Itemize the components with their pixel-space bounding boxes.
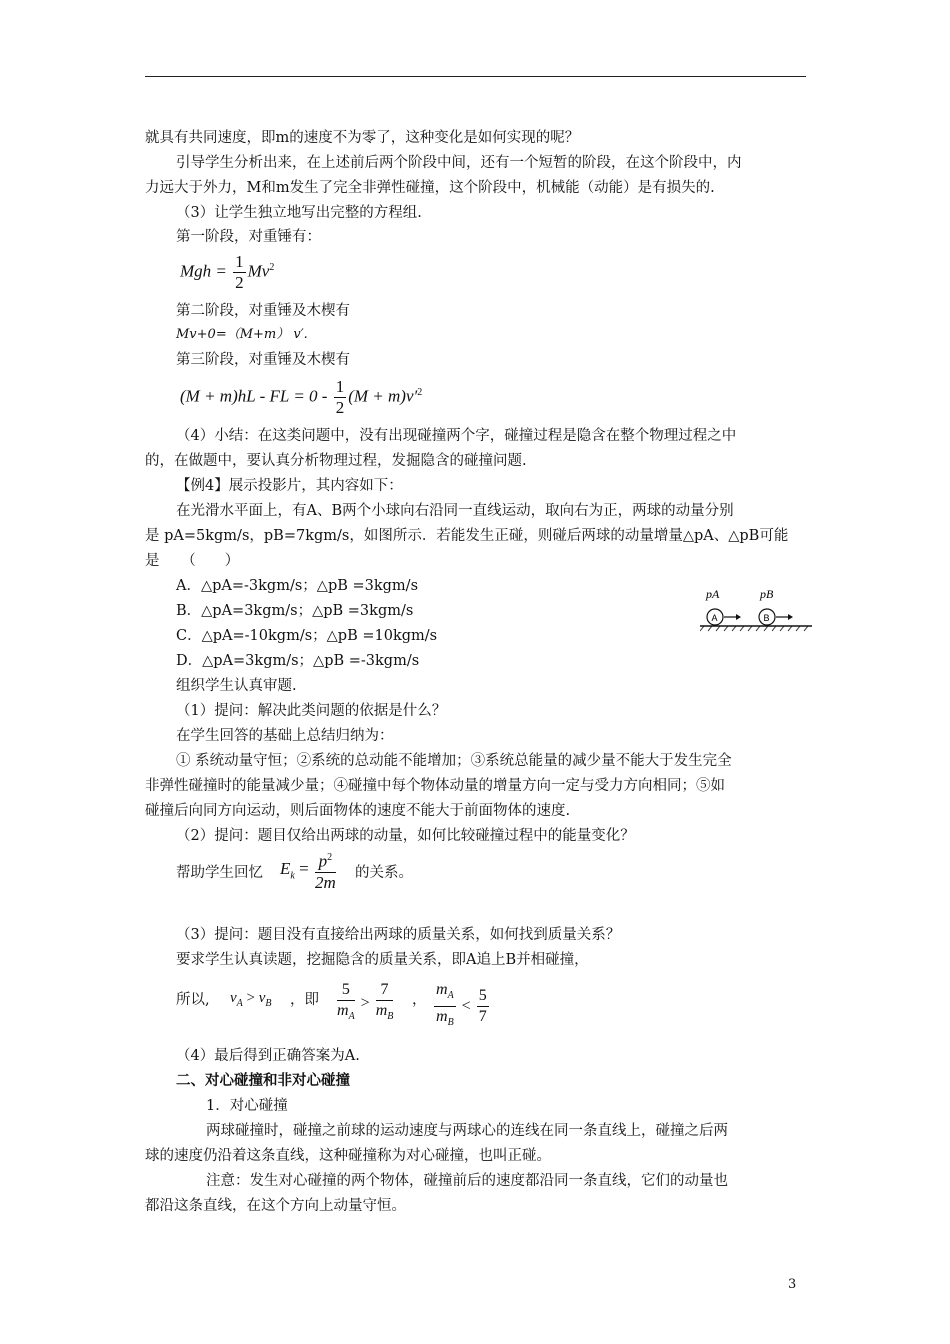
- option-a: A．△pA=-3kgm/s；△pB =3kgm/s: [176, 578, 419, 594]
- text-line: （1）提问：解决此类问题的依据是什么？: [176, 703, 447, 719]
- page-number: 3: [788, 1277, 797, 1292]
- text-line: 第一阶段，对重锤有：: [176, 229, 321, 245]
- text-line: 【例4】展示投影片，其内容如下：: [176, 478, 403, 494]
- section-heading: 二、对心碰撞和非对心碰撞: [176, 1072, 350, 1089]
- text-line: （2）提问：题目仅给出两球的动量，如何比较碰撞过程中的能量变化？: [176, 828, 635, 844]
- text-line: 所以,: [176, 992, 210, 1008]
- text-line: （3）提问：题目没有直接给出两球的质量关系，如何找到质量关系？: [176, 927, 621, 943]
- equation-mass: $\frac{5}{m_A}$ > $\frac{7}{m_B}$: [337, 981, 394, 1023]
- equation-ek: $E_k$ = $\frac{p^2}{2m}$: [280, 848, 338, 893]
- text-line: ，即: [290, 992, 319, 1008]
- text-line: 是 pA=5kgm/s，pB=7kgm/s，如图所示．若能发生正碰，则碰后两球的动量增量△pA、△pB可能: [145, 528, 789, 544]
- text-line: ，: [412, 992, 427, 1008]
- text-line: 引导学生分析出来，在上述前后两个阶段中间，还有一个短暂的阶段，在这个阶段中，内: [176, 155, 742, 171]
- header-rule: [145, 76, 806, 77]
- equation-stage2: Mv+0=（M+m） v′.: [176, 327, 308, 342]
- collision-figure: [700, 585, 815, 635]
- option-c: C．△pA=-10kgm/s；△pB =10kgm/s: [176, 628, 438, 644]
- text-line: 组织学生认真审题.: [176, 678, 297, 694]
- text-line: 在光滑水平面上，有A、B两个小球向右沿同一直线运动，取向右为正，两球的动量分别: [176, 503, 734, 519]
- text-line: 是 （ ）: [145, 553, 240, 569]
- text-line: ① 系统动量守恒；②系统的总动能不能增加；③系统总能量的减少量不能大于发生完全: [176, 753, 732, 769]
- ball-a-label: A: [711, 613, 718, 623]
- text-line: 在学生回答的基础上总结归纳为：: [176, 728, 394, 744]
- text-line: 力远大于外力，M和m发生了完全非弹性碰撞，这个阶段中，机械能（动能）是有损失的.: [145, 180, 715, 196]
- equation-velocity: $v_A > v_B$: [230, 990, 272, 1009]
- text-line: （3）让学生独立地写出完整的方程组.: [176, 205, 422, 221]
- text-line: 都沿这条直线，在这个方向上动量守恒。: [145, 1198, 406, 1214]
- text-line: 第三阶段，对重锤及木楔有: [176, 352, 350, 368]
- equation-stage1: Mgh = $\frac{1}{2}$ Mv$^2$: [180, 252, 275, 292]
- subsection-heading: 1．对心碰撞: [206, 1098, 288, 1114]
- text-line: 注意：发生对心碰撞的两个物体，碰撞前后的速度都沿同一条直线，它们的动量也: [206, 1173, 728, 1189]
- text-line: （4）最后得到正确答案为A.: [176, 1048, 360, 1064]
- text-line: 球的速度仍沿着这条直线，这种碰撞称为对心碰撞，也叫正碰。: [145, 1148, 551, 1164]
- text-line: （4）小结：在这类问题中，没有出现碰撞两个字，碰撞过程是隐含在整个物理过程之中: [176, 428, 737, 444]
- option-b: B．△pA=3kgm/s；△pB =3kgm/s: [176, 603, 414, 619]
- text-line: 两球碰撞时，碰撞之前球的运动速度与两球心的连线在同一条直线上，碰撞之后两: [206, 1123, 728, 1139]
- arrow-icon: [736, 614, 741, 620]
- text-line: 碰撞后向同方向运动，则后面物体的速度不能大于前面物体的速度.: [145, 803, 571, 819]
- label-pb: pB: [760, 587, 774, 601]
- label-pa: pA: [706, 587, 720, 601]
- text-line: 要求学生认真读题，挖掘隐含的质量关系，即A追上B并相碰撞，: [176, 952, 589, 968]
- text-line: 的关系。: [355, 865, 413, 881]
- text-line: 第二阶段，对重锤及木楔有: [176, 303, 350, 319]
- ball-b-label: B: [763, 613, 770, 623]
- option-d: D．△pA=3kgm/s；△pB =-3kgm/s: [176, 653, 420, 669]
- equation-stage3: (M + m)hL - FL = 0 - $\frac{1}{2}$ $(M + m)v'^2$: [180, 377, 423, 417]
- text-line: 就具有共同速度，即m的速度不为零了，这种变化是如何实现的呢？: [145, 130, 580, 146]
- arrow-icon: [788, 614, 793, 620]
- equation-ratio: $\frac{m_A}{m_B}$ < $\frac{5}{7}$: [436, 981, 487, 1029]
- text-line: 的，在做题中，要认真分析物理过程，发掘隐含的碰撞问题.: [145, 453, 527, 469]
- text-line: 帮助学生回忆: [176, 865, 263, 881]
- text-line: 非弹性碰撞时的能量减少量；④碰撞中每个物体动量的增量方向一定与受力方向相同；⑤如: [145, 778, 725, 794]
